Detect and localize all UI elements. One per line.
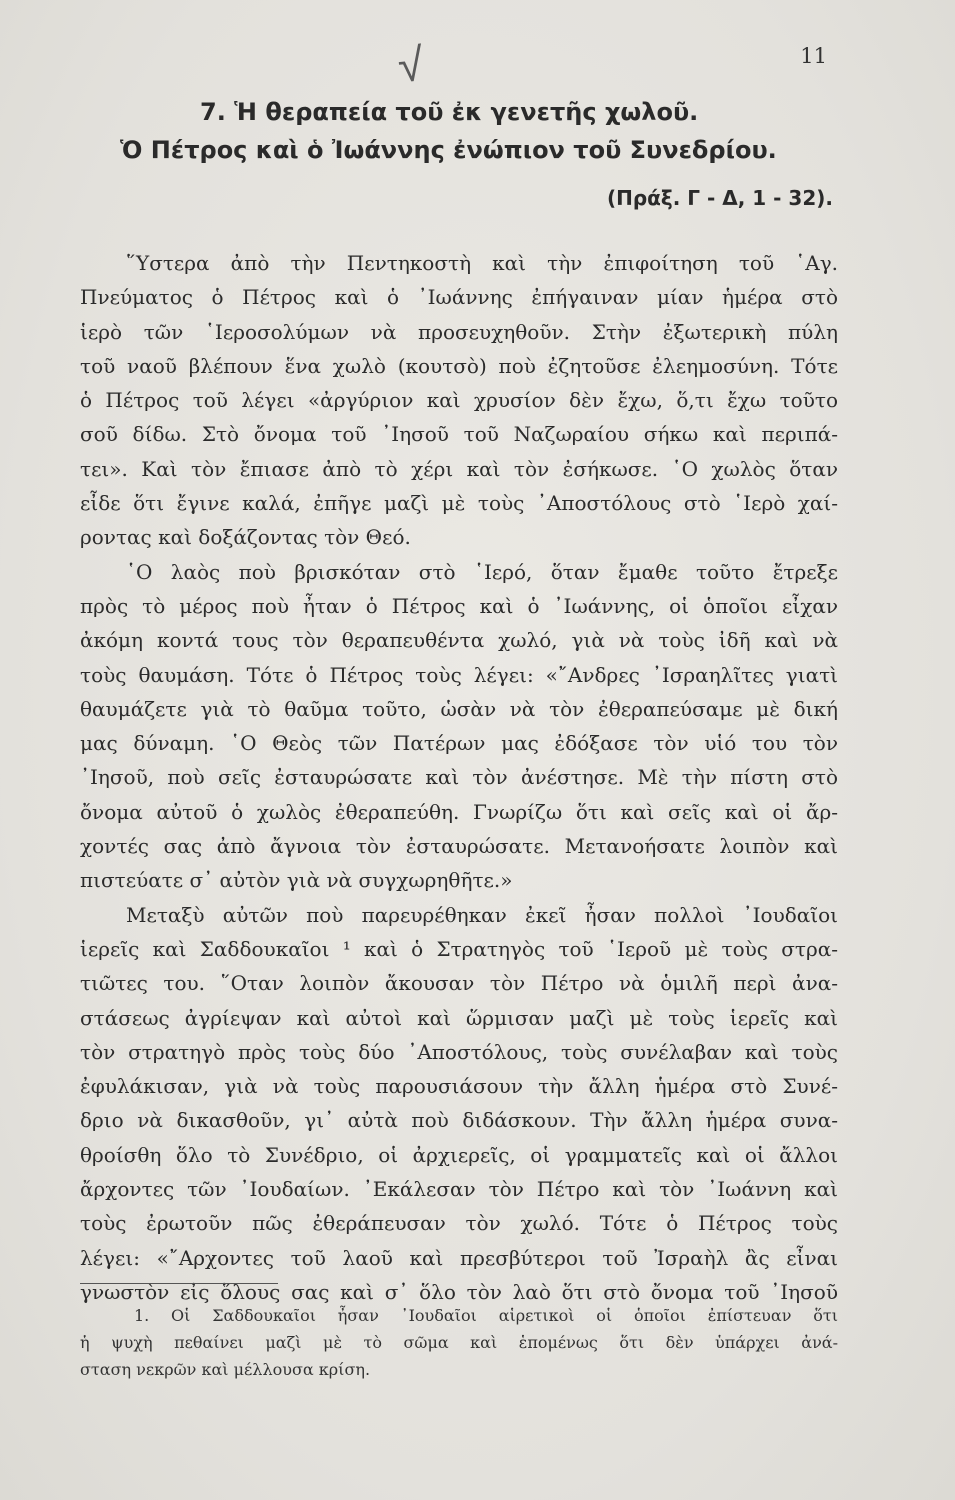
text-line: Πνεύματος ὁ Πέτρος καὶ ὁ ᾿Ιωάννης ἐπήγαιναν μίαν ἡμέρα στὸ — [80, 285, 838, 310]
footnote-divider — [80, 1283, 278, 1284]
text-line: ὁ Πέτρος τοῦ λέγει «ἀργύριον καὶ χρυσίον δὲν ἔχω, ὅ,τι ἔχω τοῦτο — [80, 388, 838, 413]
text-line: ἀκόμη κοντά τους τὸν θεραπευθέντα χωλό, γιὰ νὰ τοὺς ἰδῆ καὶ νὰ — [80, 628, 838, 653]
text-line: ἄρχοντες τῶν ᾿Ιουδαίων. ᾿Εκάλεσαν τὸν Πέτρο καὶ τὸν ᾿Ιωάννη καὶ — [80, 1177, 838, 1202]
footnote — [80, 1302, 838, 1383]
margin-check-mark: √ — [395, 36, 427, 94]
footnote-line: σταση νεκρῶν καὶ μέλλουσα κρίση. — [80, 1360, 371, 1379]
footnote-line: ἡ ψυχὴ πεθαίνει μαζὶ μὲ τὸ σῶμα καὶ ἑπομένως ὅτι δὲν ὑπάρχει ἀνά- — [80, 1333, 838, 1352]
footnote-line: 1. Οἱ Σαδδουκαῖοι ἦσαν ᾿Ιουδαῖοι αἱρετικοὶ οἱ ὁποῖοι ἐπίστευαν ὅτι — [134, 1306, 838, 1325]
page-number: 11 — [800, 44, 827, 68]
text-line: θροίσθη ὅλο τὸ Συνέδριο, οἱ ἀρχιερεῖς, οἱ γραμματεῖς καὶ οἱ ἄλλοι — [80, 1142, 838, 1167]
text-line: τοὺς θαυμάση. Τότε ὁ Πέτρος τοὺς λέγει: «῎Ανδρες ᾿Ισραηλῖτες γιατὶ — [80, 662, 838, 687]
text-line: πιστεύατε σ᾿ αὐτὸν γιὰ νὰ συγχωρηθῆτε.» — [80, 868, 513, 893]
text-line: ῞Υστερα ἀπὸ τὴν Πεντηκοστὴ καὶ τὴν ἐπιφοίτηση τοῦ ῾Αγ. — [126, 251, 838, 275]
text-line: ὄνομα αὐτοῦ ὁ χωλὸς ἐθεραπεύθη. Γνωρίζω ὅτι καὶ σεῖς καὶ οἱ ἄρ- — [80, 799, 838, 824]
scripture-reference: (Πράξ. Γ - Δ, 1 - 32). — [606, 186, 833, 210]
text-line: τοὺς ἐρωτοῦν πῶς ἐθεράπευσαν τὸν χωλό. Τότε ὁ Πέτρος τοὺς — [80, 1211, 838, 1236]
chapter-subtitle: Ὁ Πέτρος καὶ ὁ Ἰωάννης ἐνώπιον τοῦ Συνεδρίου. — [120, 136, 777, 164]
text-line: τὸν στρατηγὸ πρὸς τοὺς δύο ᾿Αποστόλους, τοὺς συνέλαβαν καὶ τοὺς — [80, 1039, 838, 1064]
text-line: θαυμάζετε γιὰ τὸ θαῦμα τοῦτο, ὡσὰν νὰ τὸν ἐθεραπεύσαμε μὲ δική — [80, 696, 838, 721]
text-line: τοῦ ναοῦ βλέπουν ἕνα χωλὸ (κουτσὸ) ποὺ ἐζητοῦσε ἐλεημοσύνη. Τότε — [80, 353, 838, 378]
text-line: εἶδε ὅτι ἔγινε καλά, ἐπῆγε μαζὶ μὲ τοὺς ᾿Αποστόλους στὸ ῾Ιερὸ χαί- — [80, 491, 838, 516]
text-line: ἐφυλάκισαν, γιὰ νὰ τοὺς παρουσιάσουν τὴν ἄλλη ἡμέρα στὸ Συνέ- — [80, 1074, 838, 1099]
text-line: ἱερεῖς καὶ Σαδδουκαῖοι ¹ καὶ ὁ Στρατηγὸς τοῦ ῾Ιεροῦ μὲ τοὺς στρα- — [80, 936, 838, 961]
text-line: Μεταξὺ αὐτῶν ποὺ παρευρέθηκαν ἐκεῖ ἦσαν πολλοὶ ᾿Ιουδαῖοι — [126, 902, 838, 927]
body-text — [80, 246, 838, 1309]
text-line: ἱερὸ τῶν ῾Ιεροσολύμων νὰ προσευχηθοῦν. Στὴν ἐξωτερικὴ πύλη — [80, 319, 838, 344]
text-line: πρὸς τὸ μέρος ποὺ ἦταν ὁ Πέτρος καὶ ὁ ᾿Ιωάννης, οἱ ὁποῖοι εἶχαν — [80, 593, 838, 618]
text-line: γνωστὸν εἰς ὅλους σας καὶ σ᾿ ὅλο τὸν λαὸ ὅτι στὸ ὄνομα τοῦ ᾿Ιησοῦ — [80, 1279, 838, 1304]
text-line: μας δύναμη. ῾Ο Θεὸς τῶν Πατέρων μας ἐδόξασε τὸν υἱό του τὸν — [80, 731, 838, 756]
chapter-title: 7. Ἡ θεραπεία τοῦ ἐκ γενετῆς χωλοῦ. — [200, 98, 699, 126]
text-line: ᾿Ιησοῦ, ποὺ σεῖς ἐσταυρώσατε καὶ τὸν ἀνέστησε. Μὲ τὴν πίστη στὸ — [80, 765, 838, 790]
text-line: τιῶτες του. ῞Οταν λοιπὸν ἄκουσαν τὸν Πέτρο νὰ ὁμιλῆ περὶ ἀνα- — [80, 971, 838, 996]
text-line: στάσεως ἀγρίεψαν καὶ αὐτοὶ καὶ ὥρμισαν μαζὶ μὲ τοὺς ἱερεῖς καὶ — [80, 1005, 838, 1030]
text-line: δριο νὰ δικασθοῦν, γι᾿ αὐτὰ ποὺ διδάσκουν. Τὴν ἄλλη ἡμέρα συνα- — [80, 1108, 838, 1133]
text-line: ῾Ο λαὸς ποὺ βρισκόταν στὸ ῾Ιερό, ὅταν ἔμαθε τοῦτο ἔτρεξε — [126, 559, 838, 584]
text-line: λέγει: «῎Αρχοντες τοῦ λαοῦ καὶ πρεσβύτεροι τοῦ Ἰσραὴλ ἂς εἶναι — [80, 1245, 838, 1270]
text-line: ροντας καὶ δοξάζοντας τὸν Θεό. — [80, 525, 411, 550]
text-line: χοντές σας ἀπὸ ἄγνοια τὸν ἐσταυρώσατε. Μετανοήσατε λοιπὸν καὶ — [80, 834, 838, 859]
text-line: τει». Καὶ τὸν ἔπιασε ἀπὸ τὸ χέρι καὶ τὸν ἐσήκωσε. ῾Ο χωλὸς ὅταν — [80, 456, 838, 481]
text-line: σοῦ δίδω. Στὸ ὄνομα τοῦ ᾿Ιησοῦ τοῦ Ναζωραίου σήκω καὶ περιπά- — [80, 422, 838, 447]
